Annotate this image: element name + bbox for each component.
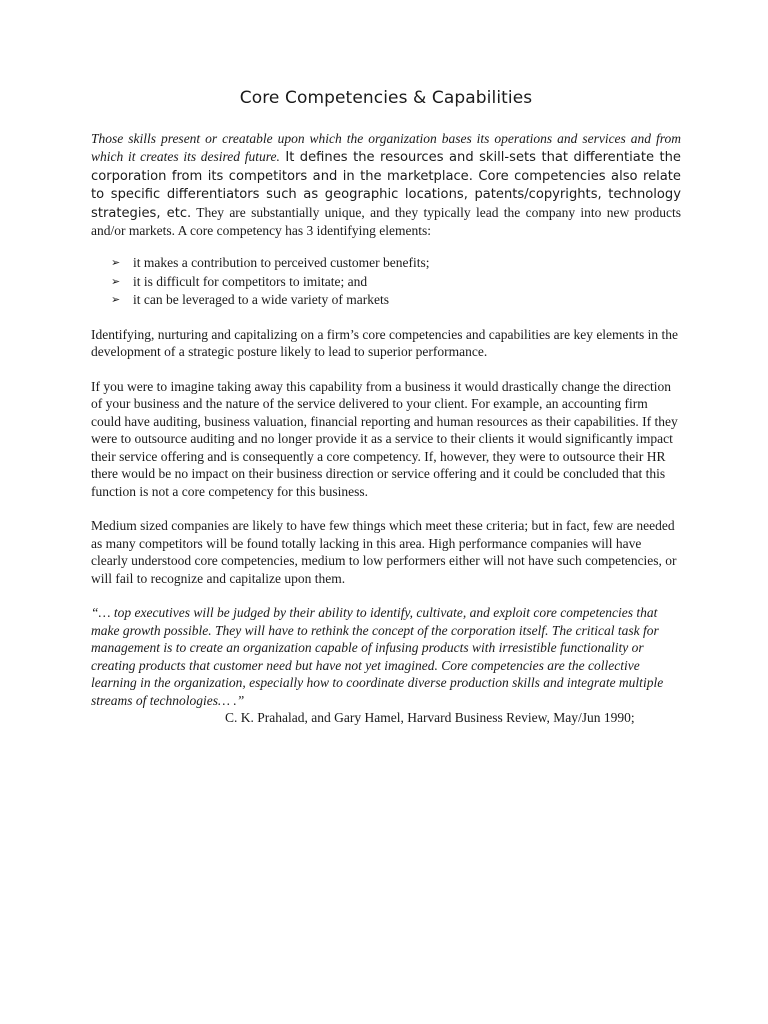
list-item	[111, 291, 681, 310]
prahalad-hamel-quote: “… top executives will be judged by their ability to identify, cultivate, and exploit core competencies that make growth possible. They will have to rethink the concept of the corporation itself. The critical task for management is to create an organization capable of infusing products with irresistible functionality or creating products that customer need but have not yet imagined. Core competencies are the collective learning in the organization, especially how to coordinate diverse production skills and integrate multiple streams of technologies… .”	[91, 605, 664, 708]
quote-citation: C. K. Prahalad, and Gary Hamel, Harvard Business Review, May/Jun 1990;	[225, 710, 635, 725]
body-paragraph-medium-companies: Medium sized companies are likely to have few things which meet these criteria; but in fact, few are needed as many competitors will be found totally lacking in this area. High performance companies will have clearly understood core competencies, medium to low performers either will not have such competencies, or will fail to recognize and capitalize upon them.	[91, 518, 677, 586]
list-item-text: it is difficult for competitors to imitate; and	[133, 273, 368, 289]
list-item-text: it can be leveraged to a wide variety of markets	[133, 292, 390, 307]
intro-definition: Those skills present or creatable upon which the organization bases its operations and services and from which it creates its desired future.	[91, 131, 681, 164]
list-item	[111, 273, 681, 292]
body-paragraph-strategic-posture: Identifying, nurturing and capitalizing on a firm’s core competencies and capabilities are key elements in the development of a strategic posture likely to lead to superior performance.	[91, 326, 679, 359]
intro-elements-lead: They are substantially unique, and they typically lead the company into new products and/or markets. A core competency has 3 identifying elements:	[91, 204, 681, 238]
arrow-bullet-icon: ➢	[111, 256, 121, 269]
arrow-bullet-icon: ➢	[111, 274, 121, 288]
document-page	[91, 88, 681, 727]
body-paragraph-accounting-example: If you were to imagine taking away this capability from a business it would drastically change the direction of your business and the nature of the service delivered to your client. For example, an accounting firm could have auditing, business valuation, financial reporting and human resources as their capabilities. If they were to outsource auditing and no longer provide it as a service to their clients it would significantly impact their service offering and is consequently a core competency. If, however, they were to outsource their HR there would be no impact on their business direction or service offering and it could be concluded that this function is not a core competency for this business.	[91, 378, 678, 499]
document-title: Core Competencies & Capabilities	[239, 88, 533, 108]
competency-elements-list	[91, 254, 681, 310]
intro-paragraph	[91, 130, 681, 240]
list-item-text: it makes a contribution to perceived customer benefits;	[133, 255, 430, 270]
intro-description: It defines the resources and skill-sets that differentiate the corporation from its competitors and in the marketplace. Core competencies also relate to specific differentiators such as geographic locations, patents/copyrights, technology strategies, etc.	[91, 150, 681, 221]
arrow-bullet-icon: ➢	[111, 293, 121, 306]
list-item	[111, 254, 681, 273]
